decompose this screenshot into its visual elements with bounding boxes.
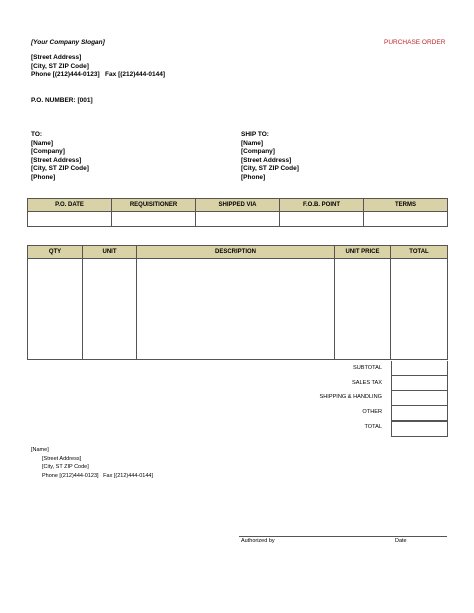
date-label: Date: [395, 538, 407, 544]
footer-name: [Name]: [31, 447, 49, 453]
authorized-by-label: Authorized by: [241, 538, 275, 544]
ship-to-street: [Street Address]: [241, 156, 292, 164]
to-name: [Name]: [31, 139, 54, 147]
company-contact: Phone [(212)444-0123] Fax [(212)444-0144]: [31, 71, 166, 79]
items-body-row: [28, 259, 448, 360]
description-column[interactable]: [137, 259, 335, 360]
total-value-box[interactable]: [391, 421, 448, 437]
header-fob-point: F.O.B. POINT: [280, 199, 364, 212]
other-label: OTHER: [362, 409, 382, 415]
to-block: [31, 131, 89, 183]
sales-tax-label: SALES TAX: [352, 380, 382, 386]
shipping-info-table: [27, 198, 448, 227]
ship-to-name: [Name]: [241, 139, 264, 147]
header-qty: QTY: [28, 246, 83, 259]
subtotal-label: SUBTOTAL: [352, 365, 382, 371]
footer-contact: Phone [(212)444-0123] Fax [(212)444-0144]: [42, 472, 153, 479]
document-title: PURCHASE ORDER: [384, 39, 446, 46]
other-value-box[interactable]: [391, 406, 448, 421]
po-number: P.O. NUMBER: [001]: [31, 97, 93, 104]
to-street: [Street Address]: [31, 156, 82, 164]
shipped-via-cell[interactable]: [196, 212, 280, 227]
company-address: [31, 54, 165, 80]
total-label: TOTAL: [364, 424, 382, 430]
fob-point-cell[interactable]: [280, 212, 364, 227]
footer-city: [City, ST ZIP Code]: [42, 464, 89, 471]
ship-to-label: SHIP TO:: [241, 131, 269, 138]
ship-to-company: [Company]: [241, 148, 275, 156]
footer-address: [31, 446, 153, 480]
terms-cell[interactable]: [364, 212, 448, 227]
company-city: [City, ST ZIP Code]: [31, 62, 89, 70]
to-phone: [Phone]: [31, 173, 56, 181]
company-slogan: [Your Company Slogan]: [31, 39, 105, 46]
to-company: [Company]: [31, 148, 65, 156]
header-shipped-via: SHIPPED VIA: [196, 199, 280, 212]
to-city: [City, ST ZIP Code]: [31, 165, 89, 173]
requisitioner-cell[interactable]: [112, 212, 196, 227]
header-total: TOTAL: [391, 246, 448, 259]
company-street: [Street Address]: [31, 54, 82, 61]
unit-price-column[interactable]: [335, 259, 391, 360]
sales-tax-value-box[interactable]: [391, 376, 448, 391]
header-po-date: P.O. DATE: [28, 199, 112, 212]
header-requisitioner: REQUISITIONER: [112, 199, 196, 212]
shipping-handling-value-box[interactable]: [391, 391, 448, 406]
header-terms: TERMS: [364, 199, 448, 212]
items-table: [27, 245, 448, 360]
header-description: DESCRIPTION: [137, 246, 335, 259]
shipping-header-row: [28, 199, 448, 212]
qty-column[interactable]: [28, 259, 83, 360]
header-unit-price: UNIT PRICE: [335, 246, 391, 259]
ship-to-city: [City, ST ZIP Code]: [241, 165, 299, 173]
to-label: TO:: [31, 131, 43, 138]
footer-street: [Street Address]: [42, 455, 82, 462]
po-date-cell[interactable]: [28, 212, 112, 227]
shipping-handling-label: SHIPPING & HANDLING: [319, 394, 382, 400]
header-unit: UNIT: [83, 246, 137, 259]
ship-to-phone: [Phone]: [241, 173, 266, 181]
signature-line: [239, 536, 447, 537]
shipping-value-row: [28, 212, 448, 227]
ship-to-block: [241, 131, 299, 183]
total-column[interactable]: [391, 259, 448, 360]
items-header-row: [28, 246, 448, 259]
subtotal-value-box[interactable]: [391, 361, 448, 376]
unit-column[interactable]: [83, 259, 137, 360]
